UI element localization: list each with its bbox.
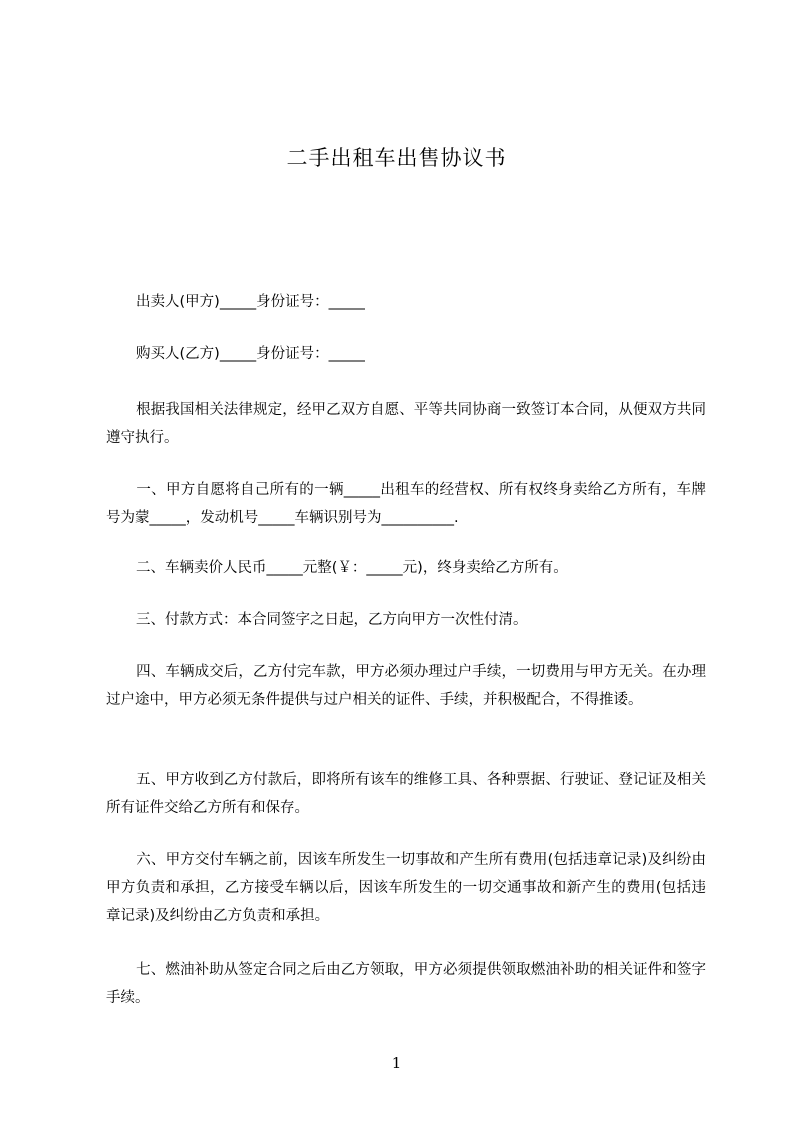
clause-6 (106, 846, 706, 930)
seller-line (106, 288, 706, 316)
preamble-text: 根据我国相关法律规定，经甲乙双方自愿、平等共同协商一致签订本合同，从便双方共同遵守执行。 (106, 402, 706, 446)
clause-1 (106, 476, 706, 532)
preamble (106, 396, 706, 452)
clause-text: 二、车辆卖价人民币_____元整(￥：_____元)，终身卖给乙方所有。 (136, 560, 568, 576)
seller-line-text: 出卖人(甲方)_____身份证号：_____ (136, 294, 365, 310)
page-number: 1 (391, 1054, 402, 1072)
clause-text: 七、燃油补助从签定合同之后由乙方领取，甲方必须提供领取燃油补助的相关证件和签字手续。 (106, 962, 706, 1006)
clause-text: 四、车辆成交后，乙方付完车款，甲方必须办理过户手续，一切费用与甲方无关。在办理过户途中，甲方必须无条件提供与过户相关的证件、手续，并积极配合，不得推诿。 (106, 664, 706, 708)
clause-4 (106, 658, 706, 714)
clause-text: 一、甲方自愿将自己所有的一辆_____出租车的经营权、所有权终身卖给乙方所有，车牌号为蒙_____，发动机号_____车辆识别号为__________. (106, 482, 706, 526)
clause-5 (106, 766, 706, 822)
document-title: 二手出租车出售协议书 (286, 146, 507, 170)
buyer-line (106, 340, 706, 368)
clause-text: 六、甲方交付车辆之前，因该车所发生一切事故和产生所有费用(包括违章记录)及纠纷由甲方负责和承担，乙方接受车辆以后，因该车所发生的一切交通事故和新产生的费用(包括违章记录)及纠纷由乙方负责和承担。 (106, 852, 706, 924)
clause-3 (106, 606, 706, 634)
clause-7 (106, 956, 706, 1012)
clause-2 (106, 554, 706, 582)
buyer-line-text: 购买人(乙方)_____身份证号：_____ (136, 346, 365, 362)
clause-text: 五、甲方收到乙方付款后，即将所有该车的维修工具、各种票据、行驶证、登记证及相关所有证件交给乙方所有和保存。 (106, 772, 706, 816)
clause-text: 三、付款方式：本合同签字之日起，乙方向甲方一次性付清。 (136, 612, 528, 628)
